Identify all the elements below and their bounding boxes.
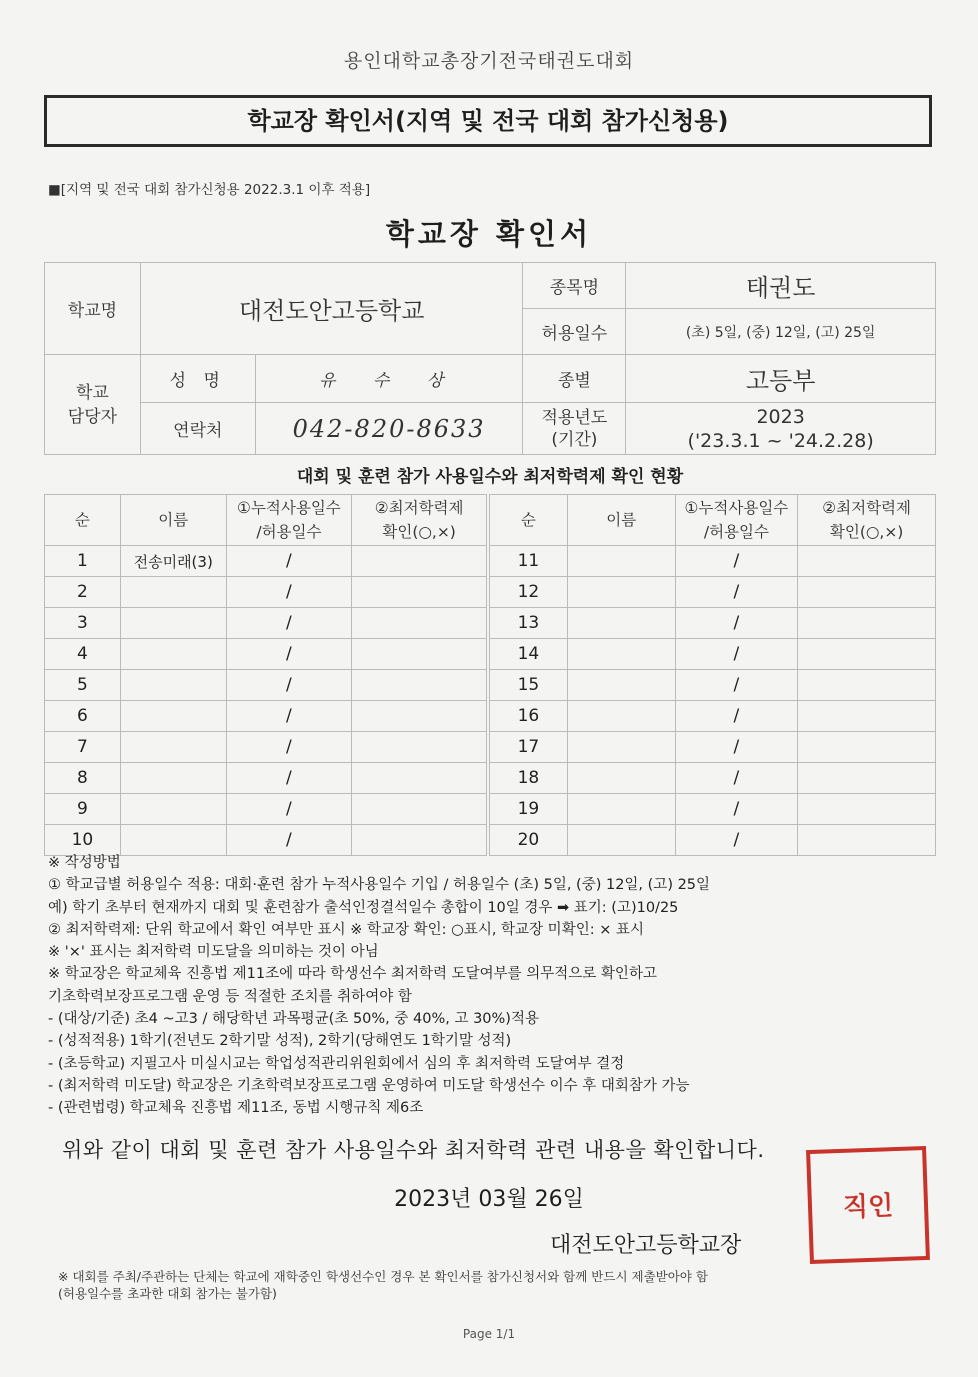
row-days: / [226,825,352,856]
col-no: 순 [490,495,568,546]
writing-instructions [48,852,938,1120]
row-number: 14 [490,639,568,670]
table-row [45,577,487,608]
row-days: / [675,794,798,825]
row-name [120,670,226,701]
row-days: / [675,546,798,577]
row-days: / [226,763,352,794]
year-cell [626,403,936,455]
document-title: 학교장 확인서 [385,217,593,251]
row-name [120,608,226,639]
row-min-check [798,701,936,732]
row-min-check [798,608,936,639]
row-name [120,825,226,856]
row-name [567,701,675,732]
row-min-check [798,794,936,825]
table-row [490,825,936,856]
row-min-check [798,639,936,670]
row-number: 11 [490,546,568,577]
seal-text: 직인 [842,1191,894,1223]
table-row [490,670,936,701]
row-days: / [226,670,352,701]
table-row [490,608,936,639]
instruction-line: ※ 작성방법 [48,855,121,871]
row-number: 13 [490,608,568,639]
row-number: 1 [45,546,121,577]
official-seal [806,1146,930,1264]
instruction-line: - (성적적용) 1학기(전년도 2학기말 성적), 2학기(당해연도 1학기말 성적) [48,1033,512,1050]
period-value: ('23.3.1 ~ '24.2.28) [687,429,874,452]
row-name [567,608,675,639]
row-min-check [352,670,487,701]
row-number: 9 [45,794,121,825]
table-row [490,763,936,794]
table-row [490,639,936,670]
row-days: / [675,732,798,763]
table-title: 대회 및 훈련 참가 사용일수와 최저학력제 확인 현황 [296,467,684,487]
row-days: / [675,701,798,732]
row-min-check [352,732,487,763]
col-name: 이름 [120,495,226,546]
page-number: Page 1/1 [462,1327,516,1341]
row-days: / [675,825,798,856]
row-days: / [226,701,352,732]
footnote-line: (허용일수를 초과한 대회 참가는 불가함) [58,1286,277,1301]
participation-table-right [489,494,936,856]
row-number: 2 [45,577,121,608]
row-number: 12 [490,577,568,608]
contact-label: 학교 담당자 [45,355,141,455]
row-min-check [798,670,936,701]
col-min: ②최저학력제 확인(○,×) [798,495,936,546]
row-min-check [352,639,487,670]
row-name [567,577,675,608]
table-row [45,763,487,794]
row-name: 전송미래(3) [120,546,226,577]
table-row [45,670,487,701]
row-days: / [675,608,798,639]
instruction-line: ① 학교급별 허용일수 적용: 대회·훈련 참가 누적사용일수 기입 / 허용일수 (초) 5일, (중) 12일, (고) 25일 [48,877,711,894]
row-number: 8 [45,763,121,794]
sport-value: 태권도 [626,263,936,309]
row-name [120,639,226,670]
row-name [120,794,226,825]
row-min-check [352,701,487,732]
instruction-line: ※ 학교장은 학교체육 진흥법 제11조에 따라 학생선수 최저학력 도달여부를 의무적으로 확인하고 [48,966,657,983]
table-row [490,701,936,732]
table-row [490,794,936,825]
row-number: 5 [45,670,121,701]
footnote-line: ※ 대회를 주최/주관하는 단체는 학교에 재학중인 학생선수인 경우 본 확인서를 참가신청서와 함께 반드시 제출받아야 함 [58,1269,708,1284]
row-min-check [798,732,936,763]
row-name [567,732,675,763]
year-value: 2023 [756,405,805,428]
table-row [45,701,487,732]
instruction-line: ② 최저학력제: 단위 학교에서 확인 여부만 표시 ※ 학교장 확인: ○표시, 학교장 미확인: × 표시 [48,921,644,938]
row-name [120,763,226,794]
principal-name: 대전도안고등학교장 [550,1233,742,1258]
row-days: / [226,639,352,670]
confirmation-statement: 위와 같이 대회 및 훈련 참가 사용일수와 최저학력 관련 내용을 확인합니다. [62,1138,765,1162]
row-name [120,701,226,732]
row-min-check [352,608,487,639]
col-name: 이름 [567,495,675,546]
participation-table-left [44,494,487,856]
row-days: / [226,608,352,639]
row-number: 18 [490,763,568,794]
instruction-line: 예) 학기 초부터 현재까지 대회 및 훈련참가 출석인정결석일수 총합이 10일 경우 ➡ 표기: (고)10/25 [48,899,679,916]
row-number: 19 [490,794,568,825]
row-name [567,794,675,825]
col-days: ①누적사용일수 /허용일수 [675,495,798,546]
allowed-label: 허용일수 [523,309,626,355]
row-days: / [675,670,798,701]
row-number: 16 [490,701,568,732]
row-name [567,670,675,701]
row-min-check [798,825,936,856]
school-label: 학교명 [45,263,141,355]
category-label: 종별 [523,355,626,403]
instruction-line: - (관련법령) 학교체육 진흥법 제11조, 동법 시행규칙 제6조 [48,1100,424,1117]
instruction-line: ※ '×' 표시는 최저학력 미도달을 의미하는 것이 아님 [48,944,379,961]
row-name [567,763,675,794]
row-number: 15 [490,670,568,701]
table-row [45,732,487,763]
instruction-line: 기초학력보장프로그램 운영 등 적절한 조치를 취하여야 함 [48,988,412,1005]
category-value: 고등부 [626,355,936,403]
row-number: 17 [490,732,568,763]
row-min-check [352,825,487,856]
row-min-check [352,794,487,825]
row-min-check [352,763,487,794]
year-label: 적용년도 (기간) [523,403,626,455]
table-row [490,732,936,763]
table-row [45,794,487,825]
col-min: ②최저학력제 확인(○,×) [352,495,487,546]
row-number: 20 [490,825,568,856]
row-number: 7 [45,732,121,763]
table-row [45,546,487,577]
table-row [490,577,936,608]
instruction-line: - (대상/기준) 초4 ~고3 / 해당학년 과목평균(초 50%, 중 40%, 고 30%)적용 [48,1011,539,1028]
table-row [490,546,936,577]
phone-label: 연락처 [140,403,255,455]
row-number: 3 [45,608,121,639]
name-label: 성 명 [140,355,255,403]
table-row [45,608,487,639]
row-number: 6 [45,701,121,732]
row-min-check [798,763,936,794]
row-days: / [226,732,352,763]
row-name [120,577,226,608]
info-table [44,262,936,455]
instruction-line: - (최저학력 미도달) 학교장은 기초학력보장프로그램 운영하여 미도달 학생선수 이수 후 대회참가 가능 [48,1077,690,1094]
row-min-check [798,577,936,608]
row-min-check [352,577,487,608]
row-days: / [226,546,352,577]
name-value: 유 수 상 [255,355,523,403]
row-name [567,825,675,856]
phone-value: 042-820-8633 [255,403,523,455]
row-min-check [352,546,487,577]
form-banner: 학교장 확인서(지역 및 전국 대회 참가신청용) [44,95,932,147]
issue-date: 2023년 03월 26일 [394,1187,584,1212]
row-number: 10 [45,825,121,856]
row-name [120,732,226,763]
row-number: 4 [45,639,121,670]
table-row [45,639,487,670]
row-min-check [798,546,936,577]
instruction-line: - (초등학교) 지필고사 미실시교는 학업성적관리위원회에서 심의 후 최저학력 도달여부 결정 [48,1055,625,1072]
school-value: 대전도안고등학교 [140,263,523,355]
row-days: / [226,577,352,608]
event-title: 용인대학교총장기전국태권도대회 [343,50,635,72]
form-note: ■[지역 및 전국 대회 참가신청용 2022.3.1 이후 적용] [48,182,371,198]
footnote [58,1268,708,1302]
allowed-value: (초) 5일, (중) 12일, (고) 25일 [626,309,936,355]
table-row [45,825,487,856]
row-days: / [675,577,798,608]
row-name [567,639,675,670]
row-days: / [675,639,798,670]
sport-label: 종목명 [523,263,626,309]
col-days: ①누적사용일수 /허용일수 [226,495,352,546]
row-days: / [226,794,352,825]
row-days: / [675,763,798,794]
col-no: 순 [45,495,121,546]
row-name [567,546,675,577]
